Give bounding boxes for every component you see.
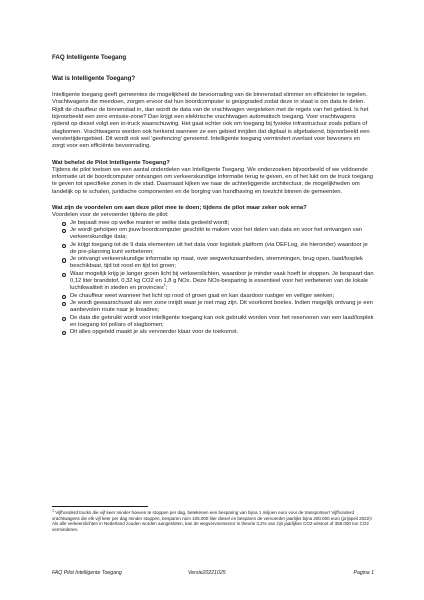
advantage-item: Je wordt geholpen om jouw boordcomputer geschikt te maken voor het delen van data en voor het ontvangen van verkeerskundige data;	[70, 227, 374, 242]
footer-page-number: Pagina 1	[353, 570, 374, 576]
footnote-ref[interactable]: 1	[163, 283, 166, 288]
advantage-item-with-footnote	[70, 271, 374, 293]
section-paragraph-pilot: Tijdens de pilot toetsen we een aantal onderdelen van Intelligente Toegang. We onderzoeken bijvoorbeeld of we voldoende informatie uit de boordcomputer ontvangen om verkeerskundige informatie terug te geven, en of het lukt om de truck toegang te geven tot specifieke zones in de stad. Daarnaast kijken we naar de achterliggende architectuur, de mogelijkheden om landelijk op te schalen, juridische componenten en de borging van handhaving en toezicht binnen de gemeenten.	[52, 166, 373, 195]
section-heading-advantages: Wat zijn de voordelen om aan deze pilot mee te doen; tijdens de pilot maar zeker ook erna?	[52, 205, 307, 212]
advantage-item-text: Waar mogelijk krijg je langer groen licht bij verkeerslichten, waardoor je minder vaak hoeft te stoppen. Je bespaart dan 0,12 liter brandstof, 0,32 kg CO2 en 1,8 g NOx. Deze NOx-besparing is essentieel voor het verbeteren van de lokale luchtkwaliteit in steden en provincies	[70, 270, 374, 292]
advantages-intro: Voordelen voor de vervoerder tijdens de pilot:	[52, 212, 169, 219]
advantages-list	[52, 220, 374, 337]
footer-left: FAQ Pilot Intelligente Toegang	[52, 570, 122, 576]
advantage-item: De data die gebruikt wordt voor intelligente toegang kan ook gebruikt worden voor het reserveren van een laad/losplek en toegang tot pollars of slagbomen;	[70, 314, 374, 328]
advantage-item: Je krijgt toegang tot de 9 data elementen uit het data voor logistiek platform (via DEFLog, zie hieronder) waardoor je de pre-planning kunt verbeteren;	[70, 242, 374, 257]
advantage-item-suffix: ;	[165, 285, 168, 292]
section-heading-what-is: Wat is Intelligente Toegang?	[52, 74, 136, 82]
footer-version: Versie20221025	[188, 570, 226, 576]
document-content	[52, 54, 374, 336]
advantage-item: Je wordt gewaarschuwd als een zone inrijdt waar je niet mag zijn. Dit voorkomt boetes. Indien mogelijk ontvang je een aanbevolen route naar je losadres;	[70, 299, 373, 314]
document-title: FAQ Intelligente Toegang	[52, 54, 127, 61]
section-heading-pilot: Wat behelst de Pilot Intelligente Toegang?	[52, 159, 170, 166]
advantage-item: De chauffeur weet wanneer het licht op rood of groen gaat en kan daardoor rustiger en veiliger werken;	[70, 293, 374, 300]
advantage-item: Je ontvangt verkeerskundige informatie op maat, over wegwerkzaamheden, stremmingen, brug open, laad/losplek beschikbaar, tijd tot rood en tijd tot groen;	[70, 256, 374, 271]
footnote-number: 1	[52, 508, 54, 513]
section-paragraph-what-is: Intelligente toegang geeft gemeentes de mogelijkheid de bevoorrading van de binnenstad slimmer en efficiënter te regelen. Vrachtwagens die meedoen, zorgen ervoor dat hun boordcomputer is geüpgraded zodat deze in staat is om data te delen. Rijdt de chauffeur de binnenstad in, dan wordt de data van de vrachtwagen vergeleken met de regels van het gebied. Is het bijvoorbeeld een zero emissie-zone? Dan krijgt een elektrische vrachtwagen automatisch toegang. Voor vrachtwagens rijdend op diesel volgt een in-truck waarschuwing. Het gaat echter ook om toegang bij fysieke infrastructuur zoals pollars of slagbomen. Vrachtwagens worden ook herkend wanneer ze een gebied inrijden dat digitaal is afgebakend, bijvoorbeeld een venstertijdengebied. Dit wordt ook wel 'geofencing' genoemd. Intelligente toegang vermindert overlast voor bewoners en zorgt voor een efficiënte bevoorrading.	[52, 92, 370, 150]
footnote-divider	[52, 506, 148, 507]
footnote-text: Vijfhonderd trucks die vijf keer minder hoeven te stoppen per dag, betekenen een besparing van bijna 1 miljoen euro voor de transporteur! Vijfhonderd vrachtwagens die elk vijf keer per dag minder stoppen, besparen ruim 105.000 liter diesel en besparen de vervoerder jaarlijks bijna 200.000 euro (prijspeil 2022)! Als alle verkeerslichten in Nederland zouden worden aangesloten, kan de wegvervoersector in theorie 3,2% van zijn jaarlijkse CO2-uitstoot of 358.000 ton CO2 verminderen.	[52, 510, 372, 532]
advantage-item: Je bepaalt mee op welke manier er welke data gedeeld wordt;	[70, 220, 374, 227]
advantage-item: Dit alles opgeteld maakt je als vervoerder klaar voor de toekomst.	[70, 329, 374, 336]
footnote	[52, 510, 374, 532]
